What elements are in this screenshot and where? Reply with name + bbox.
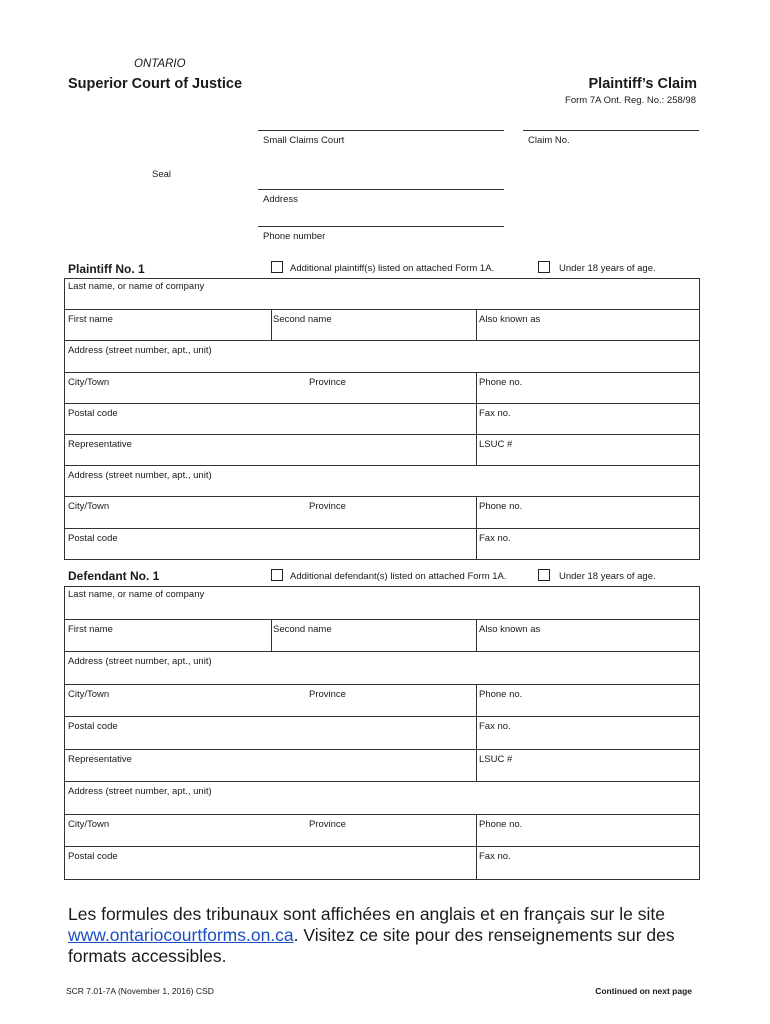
rep-phone-no-label: Phone no. [479,501,523,513]
defendant-rep-city-row [65,815,699,848]
court-phone-field[interactable] [258,226,504,227]
plaintiff-under18-label: Under 18 years of age. [559,263,656,274]
representative-label: Representative [68,753,132,765]
court-phone-label: Phone number [263,231,326,242]
additional-defendants-label: Additional defendant(s) listed on attached Form 1A. [290,571,507,582]
phone-no-label: Phone no. [479,376,523,388]
defendant-heading: Defendant No. 1 [68,569,160,583]
additional-defendants-checkbox[interactable] [271,569,283,581]
aka-label: Also known as [479,314,541,326]
province-field-label: Province [309,376,346,388]
defendant-table [64,586,700,880]
plaintiff-rep-city-row [65,497,699,528]
plaintiff-address-field[interactable] [65,341,699,372]
first-name-label: First name [68,623,113,635]
defendant-address-field[interactable] [65,652,699,685]
first-name-label: First name [68,314,113,326]
defendant-city-row [65,685,699,718]
last-name-label: Last name, or name of company [68,589,205,600]
defendant-under18-checkbox[interactable] [538,569,550,581]
address-label: Address (street number, apt., unit) [68,345,212,357]
rep-postal-code-label: Postal code [68,851,118,862]
province-label: ONTARIO [134,58,186,70]
notice-line1: Les formules des tribunaux sont affichées en anglais et en français sur le site [68,904,665,924]
additional-plaintiffs-label: Additional plaintiff(s) listed on attached Form 1A. [290,263,495,274]
plaintiff-postal-row [65,404,699,435]
postal-code-label: Postal code [68,407,118,419]
court-address-field[interactable] [258,189,504,190]
small-claims-court-field[interactable] [258,130,504,131]
plaintiff-representative-row [65,435,699,466]
defendant-name-row [65,620,699,653]
defendant-under18-label: Under 18 years of age. [559,571,656,582]
plaintiff-table [64,278,700,560]
defendant-last-name-field[interactable] [65,587,699,620]
rep-fax-no-label: Fax no. [479,532,511,544]
representative-label: Representative [68,438,132,450]
defendant-postal-row [65,717,699,750]
plaintiff-rep-address-field[interactable] [65,466,699,497]
rep-address-label: Address (street number, apt., unit) [68,786,212,797]
claim-no-field[interactable] [523,130,699,131]
small-claims-court-label: Small Claims Court [263,135,345,146]
continued-note: Continued on next page [595,986,692,996]
claim-no-label: Claim No. [528,135,570,146]
plaintiff-under18-checkbox[interactable] [538,261,550,273]
rep-postal-code-label: Postal code [68,532,118,544]
city-label: City/Town [68,688,110,700]
province-field-label: Province [309,688,346,700]
phone-no-label: Phone no. [479,688,523,700]
rep-province-label: Province [309,501,346,513]
fax-no-label: Fax no. [479,407,511,419]
fax-no-label: Fax no. [479,721,511,732]
second-name-label: Second name [273,314,332,326]
city-label: City/Town [68,376,110,388]
postal-code-label: Postal code [68,721,118,732]
last-name-label: Last name, or name of company [68,281,205,292]
lsuc-label: LSUC # [479,753,513,765]
court-address-label: Address [263,194,298,205]
rep-city-label: City/Town [68,818,110,830]
rep-phone-no-label: Phone no. [479,818,523,830]
notice-line2: . Visitez ce site pour des renseignements sur des formats accessibles. [68,925,675,966]
seal-label: Seal [152,169,172,180]
french-notice [68,904,718,967]
second-name-label: Second name [273,623,332,635]
plaintiff-heading: Plaintiff No. 1 [68,262,145,276]
address-label: Address (street number, apt., unit) [68,656,212,667]
aka-label: Also known as [479,623,541,635]
court-name: Superior Court of Justice [68,76,243,92]
form-reference: Form 7A Ont. Reg. No.: 258/98 [565,95,696,106]
form-code: SCR 7.01-7A (November 1, 2016) CSD [66,986,214,996]
plaintiff-last-name-field[interactable] [65,279,699,310]
defendant-rep-postal-row [65,847,699,879]
ontario-court-forms-link[interactable]: www.ontariocourtforms.on.ca [68,925,294,945]
plaintiff-rep-postal-row [65,529,699,560]
lsuc-label: LSUC # [479,438,513,450]
form-title: Plaintiff’s Claim [588,76,697,92]
additional-plaintiffs-checkbox[interactable] [271,261,283,273]
rep-province-label: Province [309,818,346,830]
plaintiff-name-row [65,310,699,341]
plaintiff-city-row [65,373,699,404]
rep-fax-no-label: Fax no. [479,851,511,862]
rep-address-label: Address (street number, apt., unit) [68,470,212,482]
defendant-representative-row [65,750,699,783]
defendant-rep-address-field[interactable] [65,782,699,815]
rep-city-label: City/Town [68,501,110,513]
